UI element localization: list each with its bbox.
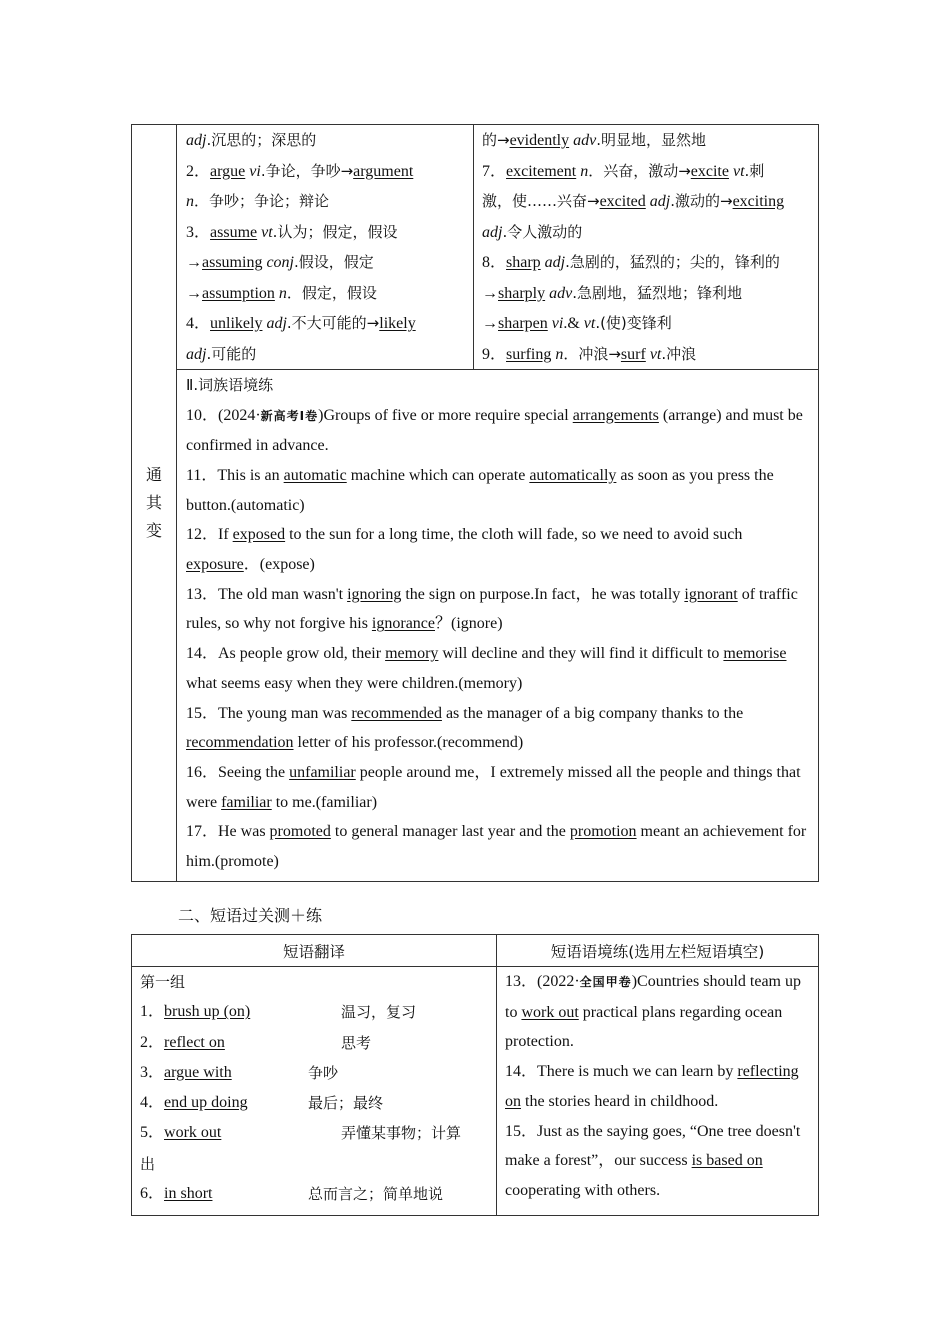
text-run: ．(expose) [243,556,315,574]
text-run: .& [563,315,584,332]
side-label [132,125,177,882]
text-run: 16．Seeing the [186,763,290,781]
answer-blank: arrangements [572,406,659,424]
answer-blank: sharp [506,254,541,271]
part-of-speech: adj [482,223,503,241]
part-of-speech: adj [266,315,287,332]
phrase-chinese: 思考 [341,1033,372,1052]
text-run: .认为；假定，假设 [272,222,398,241]
answer-blank: surfing [506,345,552,363]
phrase-row [140,1058,496,1088]
answer-blank: excitement [506,162,577,180]
answer-blank: promoted [269,823,331,841]
text-run: 的→ [482,131,510,149]
text-run: )Countries should team up to [505,973,801,1021]
text-run: 4． [186,315,211,332]
text-run: ．兴奋，激动→ [588,161,691,180]
word-line [186,247,473,278]
text-run: 11．This is an [186,466,284,484]
part-of-speech: adv [549,284,573,302]
phrase-english: reflect on [164,1033,225,1051]
text-run: letter of his professor.(recommend) [293,734,524,752]
phrase-chinese: 温习，复习 [341,1003,417,1022]
phrase-number: 4． [140,1094,165,1112]
context-item [186,401,810,461]
source-tag: 全国甲卷 [579,975,632,989]
text-run: ．争吵；争论；辩论 [194,192,330,210]
word-line [186,186,473,217]
word-family-right-column [474,125,819,370]
phrase-row [140,1118,496,1148]
text-run: → [186,284,202,302]
text-run: .令人激动的 [502,222,583,241]
part-of-speech: vt [649,345,662,363]
part-of-speech: conj [266,254,294,271]
text-run: ？(ignore) [435,615,503,633]
word-line [482,186,818,217]
group-title: 第一组 [140,973,186,991]
answer-blank: is based on [691,1152,763,1170]
answer-blank: work out [521,1003,579,1021]
text-run: to me.(familiar) [271,793,378,811]
text-run: .刺 [744,161,765,180]
part-of-speech: adj [186,345,207,363]
part-of-speech: vt [583,315,596,332]
word-family-table [131,124,819,882]
word-line [186,156,473,187]
phrase-english: argue with [164,1063,232,1081]
text-run: 8． [482,254,507,271]
text-run: 14．There is much we can learn by [505,1063,738,1081]
text-run: will decline and they will find it difficult to [438,645,724,663]
context-item [186,461,810,520]
phrase-english: end up doing [164,1094,248,1112]
part-of-speech: n [186,193,194,210]
text-run: .可能的 [206,344,257,363]
text-run: .冲浪 [661,344,697,363]
part-of-speech: adj [544,254,566,271]
part-of-speech: vt [261,223,273,241]
word-line [482,156,818,187]
answer-blank: sharpen [498,315,548,332]
text-run: practical plans regarding ocean protection. [505,1003,783,1051]
answer-blank: recommendation [186,734,294,752]
phrase-number: 2． [140,1033,165,1051]
phrase-chinese: 弄懂某事物；计算 [341,1124,462,1143]
text-run: 2． [186,162,211,180]
word-line [482,217,818,248]
text-run: .沉思的；深思的 [206,131,317,149]
side-char: 通 [145,464,162,484]
answer-blank: argument [353,162,414,180]
answer-blank: unfamiliar [289,763,356,781]
text-run: 7． [482,162,507,180]
part-of-speech: n [555,345,564,363]
word-line [186,308,473,339]
text-run: meant an achievement for him.(promote) [186,823,807,871]
phrase-context-cell [497,967,819,1216]
phrase-context-item [505,967,810,1057]
text-run: .争论，争吵→ [260,161,354,180]
text-run: of traffic rules, so why not forgive his [186,585,798,633]
part-of-speech: vt [732,162,745,180]
word-line [186,278,473,309]
answer-blank: recommended [351,704,442,722]
phrase-context-item [505,1117,810,1206]
side-char: 变 [145,520,162,540]
part-of-speech: adj [186,132,207,149]
answer-blank: reflecting on [505,1063,799,1110]
text-run: 14．As people grow old, their [186,645,386,663]
text-run: 13．The old man wasn't [186,585,348,603]
answer-blank: likely [379,315,416,332]
answer-blank: ignoring [347,585,402,603]
phrase-row [140,997,496,1027]
answer-blank: assume [210,223,258,241]
answer-blank: automatically [529,466,617,484]
answer-blank: memory [385,645,439,663]
text-run: as the manager of a big company thanks to the [441,704,744,722]
text-run: cooperating with others. [505,1181,661,1199]
text-run: .明显地，显然地 [596,131,707,149]
text-run: people around me，I extremely missed all the people and things that were [186,763,801,811]
text-run: to general manager last year and the [330,823,570,841]
answer-blank: unlikely [210,315,263,332]
word-line [186,125,473,156]
word-line [482,247,818,278]
phrase-number: 1． [140,1003,165,1021]
text-run: as soon as you press the button.(automatic) [186,466,774,514]
answer-blank: exposed [232,526,286,544]
text-run: what seems easy when they were children.(memory) [186,674,523,692]
text-run: → [186,254,202,271]
text-run: 12．If [186,526,233,544]
answer-blank: automatic [283,466,347,484]
answer-blank: assuming [202,254,263,271]
part-of-speech: adv [573,132,597,149]
text-run: machine which can operate [346,466,530,484]
phrase-number: 6． [140,1185,165,1203]
answer-blank: sharply [498,284,546,302]
context-item [186,758,810,817]
part-of-speech: vi [249,162,261,180]
answer-blank: argue [210,162,246,180]
word-line [186,339,473,370]
answer-blank: exciting [732,193,785,210]
phrase-row [140,1179,496,1209]
word-family-left-column [177,125,474,370]
answer-blank: excite [690,162,729,180]
phrase-number: 5． [140,1124,165,1142]
part-of-speech: adj [649,193,671,210]
part-of-speech: n [278,284,287,302]
phrase-context-header: 短语语境练(选用左栏短语填空) [497,935,819,967]
text-run: .不大可能的→ [286,314,380,332]
phrase-chinese: 总而言之；简单地说 [308,1185,444,1204]
text-run: (arrange) and must be confirmed in advance. [186,406,803,455]
answer-blank: promotion [569,823,637,841]
text-run: → [482,284,498,302]
text-run: 15．The young man was [186,704,352,722]
answer-blank: assumption [202,284,275,302]
phrase-row [140,1028,496,1058]
text-run: .激动的→ [670,192,733,210]
phrase-english: in short [164,1185,213,1203]
text-run: 17．He was [186,823,270,841]
text-run: to the sun for a long time, the cloth will fade, so we need to avoid such [285,526,743,544]
context-item [186,699,810,758]
answer-blank: excited [599,193,646,210]
phrase-row [140,1088,496,1118]
word-line [482,339,818,370]
phrase-table [131,934,819,1216]
context-item [186,639,810,698]
context-practice-cell [177,370,819,882]
text-run: 10．(2024· [186,406,261,424]
text-run: 9． [482,345,507,363]
word-line [482,125,818,156]
context-item [186,520,810,579]
source-tag: 新高考Ⅰ卷 [260,408,319,423]
text-run: 15．Just as the saying goes, “One tree doesn't make a forest”，our success [505,1122,801,1170]
text-run: ．冲浪→ [563,344,621,363]
text-run: )Groups of five or more require special [318,406,573,424]
phrase-english: brush up (on) [164,1003,251,1021]
phrase-translation-header: 短语翻译 [132,935,497,967]
part-of-speech: n [580,162,589,180]
phrase-chinese: 争吵 [308,1063,339,1082]
context-item [186,580,810,639]
answer-blank: surf [620,345,646,363]
section-heading: 二、短语过关测＋练 [178,906,323,925]
part-of-speech: vi [551,315,564,332]
phrase-english: work out [164,1124,222,1142]
phrase-chinese-continuation: 出 [140,1154,156,1173]
word-line [482,308,818,339]
side-char: 其 [145,492,162,512]
answer-blank: ignorant [684,585,738,603]
phrase-list-cell [132,967,497,1216]
phrase-context-item [505,1057,810,1116]
answer-blank: memorise [723,645,787,663]
text-run: 3． [186,223,211,241]
text-run: 13．(2022· [505,973,580,990]
word-line [186,217,473,248]
phrase-number: 3． [140,1063,165,1081]
context-item [186,817,810,876]
answer-blank: familiar [221,793,272,811]
word-line [482,278,818,309]
context-title: Ⅱ.词族语境练 [186,376,274,394]
text-run: the sign on purpose.In fact，he was totally [401,585,685,603]
text-run: → [482,315,498,332]
text-run: .急剧地，猛烈地；锋利地 [572,283,742,302]
answer-blank: evidently [509,132,570,149]
answer-blank: exposure [186,556,244,574]
phrase-chinese: 最后；最终 [308,1094,384,1113]
text-run: .假设，假定 [294,253,374,271]
text-run: .(使)变锋利 [595,314,672,332]
text-run: ．假定，假设 [286,283,377,302]
text-run: 激，使……兴奋→ [482,192,600,210]
text-run: .急剧的，猛烈的；尖的，锋利的 [565,253,780,271]
answer-blank: ignorance [371,615,435,633]
text-run: the stories heard in childhood. [521,1092,719,1110]
